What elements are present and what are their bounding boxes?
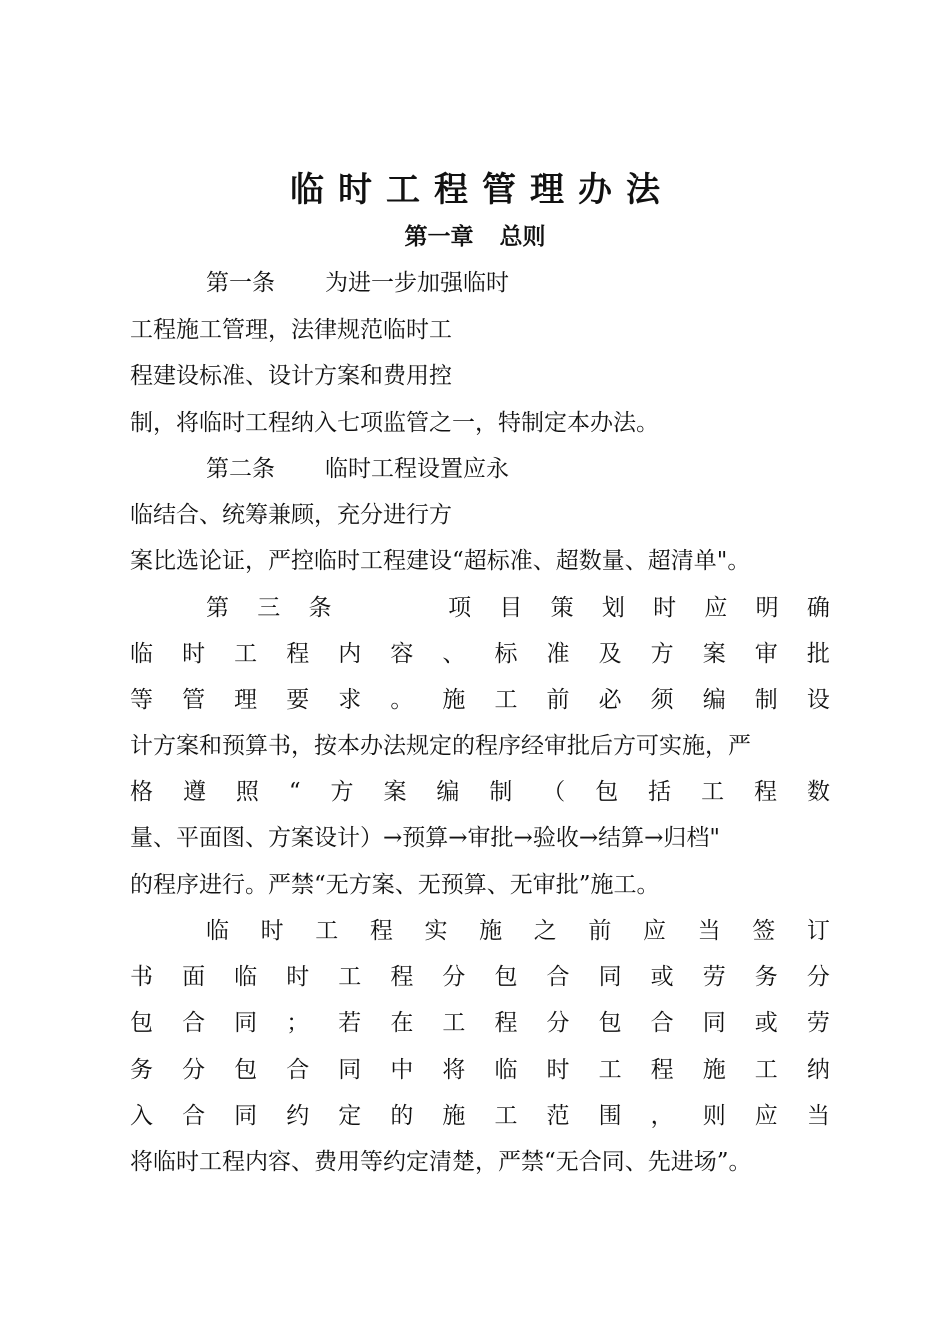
paragraph-4-line-4-char: 分 (182, 1057, 206, 1083)
paragraph-4-line-2-char: 包 (494, 964, 518, 990)
article-3-line-2-char: 程 (286, 641, 310, 667)
article-3-line-3-char: 理 (234, 687, 258, 713)
paragraph-4-line-5-char: 定 (338, 1103, 362, 1129)
paragraph-4-line-3-char: 包 (598, 1010, 622, 1036)
paragraph-4-line-5-char: 同 (234, 1103, 258, 1129)
article-3-line-2-char: 工 (234, 641, 258, 667)
article-3-line-7: 的程序进行。严禁“无方案、无预算、无审批”施工。 (130, 872, 660, 898)
paragraph-4-line-3-char: 或 (754, 1010, 778, 1036)
article-3-line-3-char: 管 (182, 687, 206, 713)
article-3-line-5-char: 编 (436, 779, 460, 805)
article-3-line-1-char: 时 (653, 595, 677, 621)
article-3-line-2-char: 内 (338, 641, 362, 667)
paragraph-4-line-5-char: 则 (702, 1103, 726, 1129)
article-3-line-1-char: 策 (550, 595, 574, 621)
article-3-line-5-char: 程 (754, 779, 778, 805)
paragraph-4-line-2-char: 面 (182, 964, 206, 990)
article-2-line-3: 案比选论证，严控临时工程建设“超标准、超数量、超清单"。 (130, 548, 751, 574)
paragraph-4-line-2-char: 或 (650, 964, 674, 990)
document-title: 临时工程管理办法 (290, 170, 674, 210)
paragraph-4-line-1-char: 之 (533, 918, 557, 944)
paragraph-4-line-4 (130, 1053, 830, 1087)
paragraph-4-line-2-char: 时 (286, 964, 310, 990)
paragraph-4-line-3-char: 合 (650, 1010, 674, 1036)
article-3-line-5-char: 工 (701, 779, 725, 805)
paragraph-4-line-1-char: 订 (806, 918, 830, 944)
article-3-line-2-char: 标 (494, 641, 518, 667)
article-2-line-1: 第二条 临时工程设置应永 (206, 456, 509, 482)
article-3-line-5-char: “ (288, 779, 301, 805)
article-3-line-2-char: 案 (702, 641, 726, 667)
article-3-line-3-char: 前 (546, 687, 570, 713)
paragraph-4-line-3-char: 在 (390, 1010, 414, 1036)
paragraph-4-line-4-char: 临 (494, 1057, 518, 1083)
article-3-line-5-char: 括 (648, 779, 672, 805)
article-3-line-1-char: 条 (308, 595, 332, 621)
paragraph-4-line-4-char: 中 (390, 1057, 414, 1083)
article-3-line-5-char: 包 (595, 779, 619, 805)
paragraph-4-line-1-char: 前 (588, 918, 612, 944)
paragraph-4-line-4-char: 同 (338, 1057, 362, 1083)
article-1-label: 第一条 (206, 270, 275, 296)
article-3-line-3 (130, 683, 830, 717)
article-3-line-2-char: 时 (182, 641, 206, 667)
paragraph-4-line-4-char: 施 (702, 1057, 726, 1083)
article-1-line-4: 制，将临时工程纳入七项监管之一，特制定本办法。 (130, 410, 659, 436)
paragraph-4-line-3-char: 同 (234, 1010, 258, 1036)
paragraph-4-line-2-char: 工 (338, 964, 362, 990)
article-3-line-3-char: 编 (702, 687, 726, 713)
paragraph-4-line-3-char: 同 (702, 1010, 726, 1036)
article-1-line-2: 工程施工管理，法律规范临时工 (130, 317, 452, 343)
paragraph-4-line-1-char: 施 (479, 918, 503, 944)
article-3-line-2-char: 审 (754, 641, 778, 667)
article-3-line-2-char: 临 (130, 641, 153, 667)
paragraph-4-line-4-char: 时 (546, 1057, 570, 1083)
paragraph-4-line-1-char: 工 (315, 918, 339, 944)
paragraph-4-line-5-char: 范 (546, 1103, 570, 1129)
paragraph-4-line-4-char: 将 (442, 1057, 466, 1083)
paragraph-4-line-1-char: 时 (260, 918, 284, 944)
paragraph-4-line-4-char: 工 (754, 1057, 778, 1083)
paragraph-4-line-2-char: 同 (598, 964, 622, 990)
article-3-line-2-char: 准 (546, 641, 570, 667)
paragraph-4-line-4-char: 合 (286, 1057, 310, 1083)
paragraph-4-line-5-char: 的 (390, 1103, 414, 1129)
article-3-line-1-char: 项 (448, 595, 472, 621)
paragraph-4-line-2-char: 书 (130, 964, 153, 990)
paragraph-4-line-2-char: 临 (234, 964, 258, 990)
paragraph-4-line-1-char: 签 (752, 918, 776, 944)
article-3-line-3-char: 等 (130, 687, 153, 713)
article-3-line-5-char: 格 (130, 779, 153, 805)
article-3-line-2 (130, 637, 830, 671)
article-3-line-1-char: 明 (755, 595, 779, 621)
article-3-line-2-char: 、 (442, 641, 466, 667)
paragraph-4-line-4-char: 程 (650, 1057, 674, 1083)
article-3-line-5-char: 制 (489, 779, 513, 805)
paragraph-4-line-3 (130, 1006, 830, 1040)
paragraph-4-line-3-char: 程 (494, 1010, 518, 1036)
article-2-label: 第二条 (206, 456, 275, 482)
chapter-heading (0, 220, 950, 254)
paragraph-4-line-5-char: 施 (442, 1103, 466, 1129)
article-3-line-1-char (360, 591, 420, 625)
paragraph-4-line-5-char: 应 (754, 1103, 778, 1129)
paragraph-4-line-3-char: 包 (130, 1010, 153, 1036)
paragraph-4-line-5-char: ， (650, 1103, 674, 1129)
paragraph-4-line-1-char: 实 (424, 918, 448, 944)
article-3-line-3-char: 施 (442, 687, 466, 713)
paragraph-4-line-5-char: 当 (806, 1103, 830, 1129)
paragraph-4-line-1-char: 应 (643, 918, 666, 944)
article-3-line-1-char: 确 (806, 595, 830, 621)
paragraph-4-line-1-char: 程 (369, 918, 393, 944)
article-3-line-4: 计方案和预算书，按本办法规定的程序经审批后方可实施，严 (130, 733, 751, 759)
paragraph-4-line-3-char: 劳 (806, 1010, 830, 1036)
article-3-line-3-char: 须 (650, 687, 674, 713)
paragraph-4-line-1 (206, 914, 830, 948)
paragraph-4-line-2 (130, 960, 830, 994)
article-3-line-5-char: 照 (235, 779, 259, 805)
article-3-line-3-char: 求 (338, 687, 362, 713)
paragraph-4-line-1-char: 当 (697, 918, 721, 944)
paragraph-4-line-3-char: 若 (338, 1010, 362, 1036)
paragraph-4-line-3-char: 分 (546, 1010, 570, 1036)
paragraph-4-line-3-char: 合 (182, 1010, 206, 1036)
paragraph-4-line-2-char: 合 (546, 964, 570, 990)
article-3-line-5-char: 方 (330, 779, 354, 805)
paragraph-4-line-2-char: 分 (442, 964, 466, 990)
article-3-line-1-char: 应 (704, 595, 728, 621)
paragraph-4-line-2-char: 分 (806, 964, 830, 990)
paragraph-4-line-5-char: 约 (286, 1103, 310, 1129)
paragraph-4-line-5 (130, 1099, 830, 1133)
article-1-line-3: 程建设标准、设计方案和费用控 (130, 363, 452, 389)
article-3-line-6: 量、平面图、方案设计）→预算→审批→验收→结算→归档" (130, 825, 720, 851)
article-3-line-3-char: 设 (806, 687, 830, 713)
paragraph-4-line-4-char: 包 (234, 1057, 258, 1083)
article-3-line-1-char: 目 (499, 595, 523, 621)
article-3-line-5-char: 遵 (182, 779, 206, 805)
paragraph-4-line-3-char: 工 (442, 1010, 466, 1036)
article-3-line-5-char: （ (542, 779, 566, 805)
article-3-line-3-char: 要 (286, 687, 310, 713)
paragraph-4-line-5-char: 入 (130, 1103, 153, 1129)
article-2-line-2: 临结合、统筹兼顾，充分进行方 (130, 502, 452, 528)
article-3-line-1-char: 划 (601, 595, 625, 621)
article-3-line-3-char: 必 (598, 687, 622, 713)
paragraph-4-line-4-char: 工 (598, 1057, 622, 1083)
article-3-line-5-char: 数 (806, 779, 830, 805)
article-3-line-3-char: 工 (494, 687, 518, 713)
paragraph-4-line-6: 将临时工程内容、费用等约定清楚，严禁“无合同、先进场”。 (130, 1149, 752, 1175)
paragraph-4-line-1-char: 临 (206, 918, 229, 944)
paragraph-4-line-4-char: 务 (130, 1057, 153, 1083)
paragraph-4-line-5-char: 工 (494, 1103, 518, 1129)
paragraph-4-line-3-char: ； (286, 1010, 310, 1036)
paragraph-4-line-5-char: 合 (182, 1103, 206, 1129)
article-1-line-1: 第一条 为进一步加强临时 (206, 270, 509, 296)
article-3-line-2-char: 批 (806, 641, 830, 667)
article-3-line-1-char: 三 (257, 595, 281, 621)
article-3-line-5 (130, 775, 830, 809)
paragraph-4-line-4-char: 纳 (806, 1057, 830, 1083)
paragraph-4-line-5-char: 围 (598, 1103, 622, 1129)
article-3-line-3-char: 制 (754, 687, 778, 713)
article-3-line-2-char: 及 (598, 641, 622, 667)
article-3-line-2-char: 方 (650, 641, 674, 667)
article-3-line-1-char: 第 (206, 595, 229, 621)
article-3-line-5-char: 案 (383, 779, 407, 805)
paragraph-4-line-2-char: 劳 (702, 964, 726, 990)
paragraph-4-line-2-char: 务 (754, 964, 778, 990)
chapter-name: 总则 (499, 224, 546, 250)
article-3-line-2-char: 容 (390, 641, 414, 667)
paragraph-4-line-2-char: 程 (390, 964, 414, 990)
article-3-line-3-char: 。 (390, 687, 414, 713)
article-3-line-1 (206, 591, 830, 625)
chapter-number: 第一章 (404, 224, 474, 250)
